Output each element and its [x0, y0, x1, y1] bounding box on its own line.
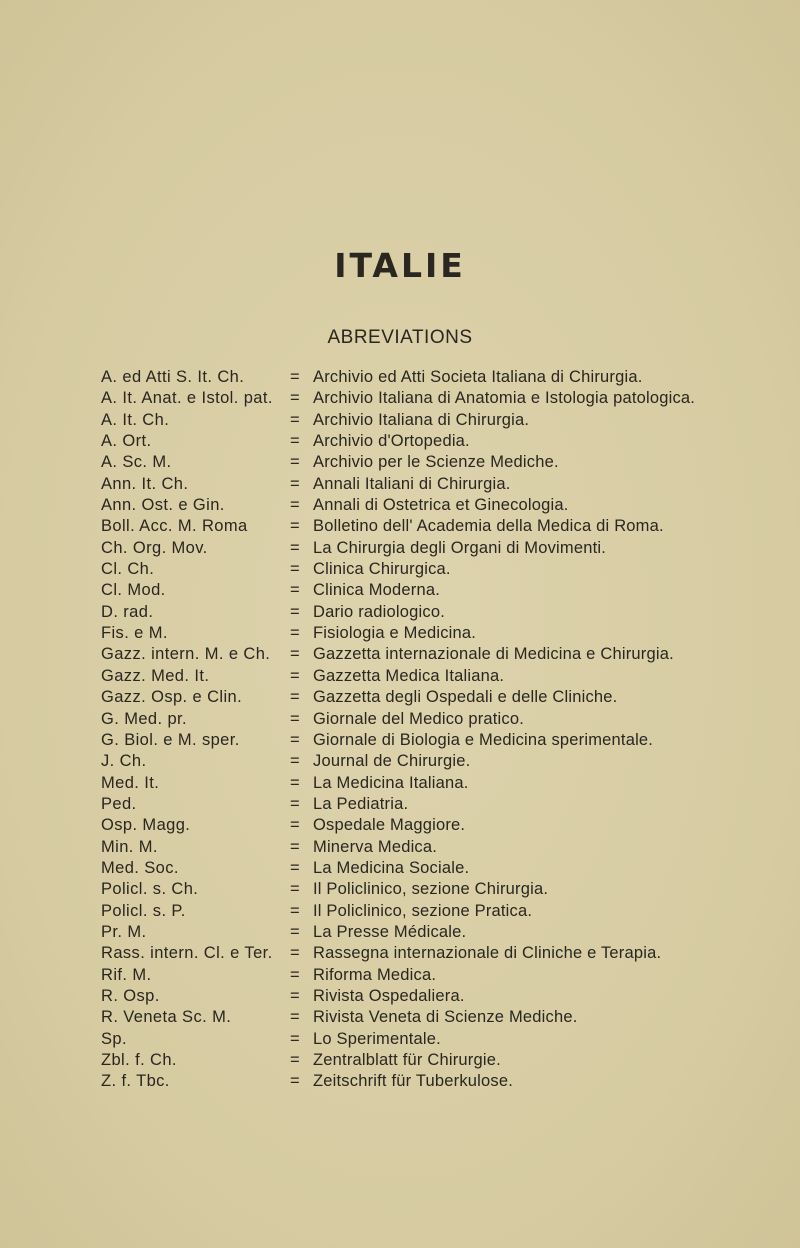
abbreviation-short: A. Sc. M.: [101, 453, 172, 472]
abbreviation-short: Gazz. Osp. e Clin.: [101, 688, 243, 707]
abbreviation-row: [0, 773, 800, 794]
equals-sign: =: [290, 709, 300, 728]
page-title: ITALIE: [334, 246, 466, 285]
abbreviation-row: [0, 1007, 800, 1028]
equals-sign: =: [290, 858, 300, 877]
abbreviation-short: Rif. M.: [101, 965, 152, 984]
abbreviation-row: [0, 559, 800, 580]
abbreviation-short: Boll. Acc. M. Roma: [101, 517, 248, 536]
equals-sign: =: [290, 944, 300, 963]
abbreviation-row: [0, 730, 800, 751]
abbreviation-full-name: Archivio ed Atti Societa Italiana di Chirurgia.: [313, 368, 643, 386]
abbreviation-full-name: Lo Sperimentale.: [313, 1029, 441, 1048]
abbreviation-short: Z. f. Tbc.: [101, 1072, 170, 1091]
equals-sign: =: [290, 368, 300, 386]
abbreviation-full-name: Ospedale Maggiore.: [313, 816, 466, 835]
abbreviation-list: [0, 367, 800, 1093]
equals-sign: =: [290, 837, 300, 856]
equals-sign: =: [290, 986, 300, 1005]
abbreviation-row: [0, 901, 800, 922]
abbreviation-short: Fis. e M.: [101, 624, 168, 643]
abbreviation-row: [0, 751, 800, 772]
abbreviation-full-name: Riforma Medica.: [313, 965, 437, 984]
abbreviation-row: [0, 367, 800, 388]
abbreviation-row: [0, 1050, 800, 1071]
abbreviation-short: Gazz. Med. It.: [101, 666, 210, 685]
abbreviation-row: [0, 623, 800, 644]
abbreviation-row: [0, 474, 800, 495]
abbreviation-short: Cl. Ch.: [101, 560, 155, 579]
abbreviation-row: [0, 388, 800, 409]
abbreviation-full-name: Dario radiologico.: [313, 602, 445, 621]
equals-sign: =: [290, 1029, 300, 1048]
equals-sign: =: [290, 965, 300, 984]
abbreviation-row: [0, 943, 800, 964]
abbreviation-row: [0, 815, 800, 836]
abbreviation-full-name: La Medicina Italiana.: [313, 773, 469, 792]
abbreviation-full-name: La Presse Médicale.: [313, 922, 467, 941]
abbreviation-row: [0, 644, 800, 665]
equals-sign: =: [290, 816, 300, 835]
abbreviation-short: Zbl. f. Ch.: [101, 1051, 177, 1069]
abbreviation-full-name: Gazzetta internazionale di Medicina e Chirurgia.: [313, 645, 674, 664]
equals-sign: =: [290, 752, 300, 771]
abbreviation-short: A. ed Atti S. It. Ch.: [101, 368, 245, 386]
abbreviation-short: A. It. Ch.: [101, 410, 170, 429]
abbreviation-full-name: Giornale del Medico pratico.: [313, 709, 525, 728]
abbreviation-full-name: Il Policlinico, sezione Pratica.: [313, 901, 533, 920]
abbreviation-full-name: Gazzetta degli Ospedali e delle Cliniche.: [313, 688, 618, 707]
equals-sign: =: [290, 1051, 300, 1069]
equals-sign: =: [290, 517, 300, 536]
abbreviation-short: Gazz. intern. M. e Ch.: [101, 645, 271, 664]
abbreviation-full-name: Annali Italiani di Chirurgia.: [313, 474, 511, 493]
abbreviation-full-name: Fisiologia e Medicina.: [313, 624, 477, 643]
abbreviation-row: [0, 431, 800, 452]
abbreviation-row: [0, 580, 800, 601]
abbreviation-row: [0, 837, 800, 858]
abbreviation-full-name: Minerva Medica.: [313, 837, 438, 856]
abbreviation-full-name: Annali di Ostetrica et Ginecologia.: [313, 496, 569, 515]
abbreviation-short: J. Ch.: [101, 752, 147, 771]
abbreviation-full-name: Archivio per le Scienze Mediche.: [313, 453, 559, 472]
abbreviation-full-name: Clinica Moderna.: [313, 581, 441, 600]
abbreviation-full-name: Rassegna internazionale di Cliniche e Terapia.: [313, 944, 662, 963]
abbreviation-row: [0, 602, 800, 623]
abbreviation-short: Sp.: [101, 1029, 127, 1048]
abbreviation-row: [0, 794, 800, 815]
equals-sign: =: [290, 794, 300, 813]
equals-sign: =: [290, 602, 300, 621]
abbreviation-short: Med. It.: [101, 773, 160, 792]
equals-sign: =: [290, 624, 300, 643]
abbreviation-short: Osp. Magg.: [101, 816, 191, 835]
abbreviation-row: [0, 687, 800, 708]
abbreviation-row: [0, 538, 800, 559]
abbreviation-full-name: Archivio d'Ortopedia.: [313, 432, 470, 451]
abbreviation-short: D. rad.: [101, 602, 154, 621]
equals-sign: =: [290, 538, 300, 557]
abbreviation-full-name: Il Policlinico, sezione Chirurgia.: [313, 880, 549, 899]
equals-sign: =: [290, 410, 300, 429]
abbreviation-full-name: Archivio Italiana di Chirurgia.: [313, 410, 530, 429]
equals-sign: =: [290, 496, 300, 515]
abbreviation-short: Cl. Mod.: [101, 581, 166, 600]
equals-sign: =: [290, 645, 300, 664]
abbreviation-short: Ch. Org. Mov.: [101, 538, 208, 557]
equals-sign: =: [290, 1072, 300, 1091]
abbreviation-full-name: La Chirurgia degli Organi di Movimenti.: [313, 538, 607, 557]
abbreviation-short: R. Veneta Sc. M.: [101, 1008, 232, 1027]
abbreviation-full-name: Gazzetta Medica Italiana.: [313, 666, 505, 685]
abbreviation-full-name: Rivista Ospedaliera.: [313, 986, 465, 1005]
abbreviation-short: Ann. Ost. e Gin.: [101, 496, 225, 515]
abbreviation-row: [0, 1029, 800, 1050]
abbreviation-short: Med. Soc.: [101, 858, 179, 877]
abbreviation-short: A. It. Anat. e Istol. pat.: [101, 389, 273, 408]
abbreviation-full-name: Journal de Chirurgie.: [313, 752, 471, 771]
abbreviation-row: [0, 452, 800, 473]
abbreviation-full-name: La Pediatria.: [313, 794, 409, 813]
abbreviation-row: [0, 1071, 800, 1092]
equals-sign: =: [290, 389, 300, 408]
abbreviation-row: [0, 495, 800, 516]
equals-sign: =: [290, 880, 300, 899]
abbreviation-full-name: Zeitschrift für Tuberkulose.: [313, 1072, 514, 1091]
abbreviation-row: [0, 410, 800, 431]
abbreviation-short: Min. M.: [101, 837, 158, 856]
abbreviation-row: [0, 879, 800, 900]
equals-sign: =: [290, 901, 300, 920]
equals-sign: =: [290, 1008, 300, 1027]
equals-sign: =: [290, 560, 300, 579]
abbreviation-full-name: Zentralblatt für Chirurgie.: [313, 1051, 501, 1069]
equals-sign: =: [290, 453, 300, 472]
abbreviation-row: [0, 666, 800, 687]
abbreviation-short: G. Biol. e M. sper.: [101, 730, 240, 749]
abbreviation-short: R. Osp.: [101, 986, 160, 1005]
section-heading: ABREVIATIONS: [327, 327, 473, 348]
abbreviation-row: [0, 922, 800, 943]
abbreviation-short: Rass. intern. Cl. e Ter.: [101, 944, 273, 963]
abbreviation-row: [0, 858, 800, 879]
equals-sign: =: [290, 666, 300, 685]
abbreviation-row: [0, 965, 800, 986]
abbreviation-short: Policl. s. Ch.: [101, 880, 199, 899]
abbreviation-short: Policl. s. P.: [101, 901, 186, 920]
equals-sign: =: [290, 922, 300, 941]
abbreviation-short: Ped.: [101, 794, 137, 813]
abbreviation-row: [0, 709, 800, 730]
equals-sign: =: [290, 688, 300, 707]
abbreviation-full-name: Rivista Veneta di Scienze Mediche.: [313, 1008, 578, 1027]
equals-sign: =: [290, 581, 300, 600]
abbreviation-short: A. Ort.: [101, 432, 152, 451]
equals-sign: =: [290, 730, 300, 749]
equals-sign: =: [290, 773, 300, 792]
abbreviation-row: [0, 516, 800, 537]
abbreviation-full-name: Clinica Chirurgica.: [313, 560, 451, 579]
abbreviation-short: Pr. M.: [101, 922, 147, 941]
abbreviation-full-name: Giornale di Biologia e Medicina sperimentale.: [313, 730, 654, 749]
abbreviation-short: G. Med. pr.: [101, 709, 188, 728]
abbreviation-full-name: Bolletino dell' Academia della Medica di Roma.: [313, 517, 664, 536]
equals-sign: =: [290, 474, 300, 493]
abbreviation-short: Ann. It. Ch.: [101, 474, 189, 493]
equals-sign: =: [290, 432, 300, 451]
abbreviation-full-name: Archivio Italiana di Anatomia e Istologia patologica.: [313, 389, 696, 408]
abbreviation-row: [0, 986, 800, 1007]
abbreviation-full-name: La Medicina Sociale.: [313, 858, 470, 877]
